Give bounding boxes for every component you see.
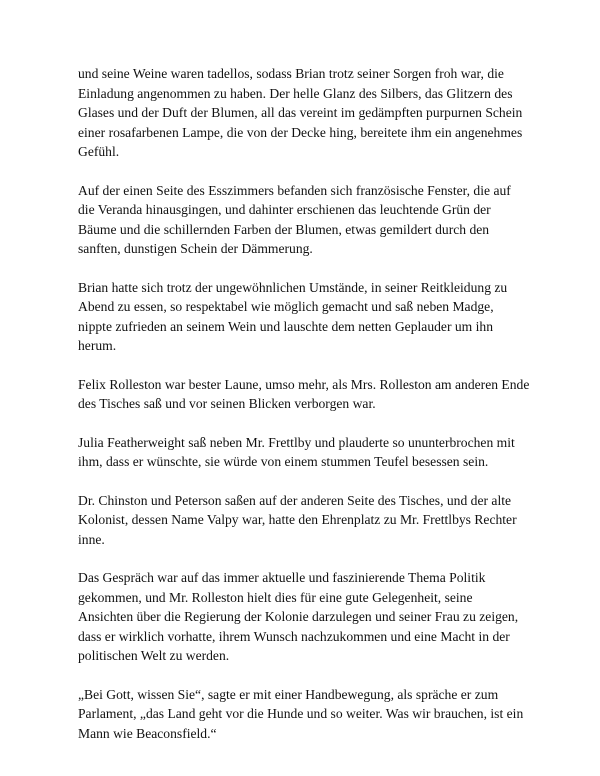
paragraph: Auf der einen Seite des Esszimmers befanden sich französische Fenster, die auf die Veranda hinausgingen, und dahinter erschienen das leuchtende Grün der Bäume und die schillernden Farben der Blumen, etwas gemildert durch den sanften, dunstigen Schein der Dämmerung. bbox=[78, 182, 511, 256]
paragraph: „Bei Gott, wissen Sie“, sagte er mit einer Handbewegung, als spräche er zum Parlament, „das Land geht vor die Hunde und so weiter. Was wir brauchen, ist ein Mann wie Beaconsfield.“ bbox=[78, 686, 524, 741]
paragraph: Brian hatte sich trotz der ungewöhnlichen Umstände, in seiner Reitkleidung zu Abend zu essen, so respektabel wie möglich gemacht und saß neben Madge, nippte zufrieden an seinem Wein und lauschte dem netten Geplauder um ihn herum. bbox=[78, 279, 508, 353]
paragraph: Das Gespräch war auf das immer aktuelle und faszinierende Thema Politik gekommen, und Mr. Rolleston hielt dies für eine gute Gelegenheit, seine Ansichten über die Regierung der Kolonie darzulegen und seiner Frau zu zeigen, dass er wirklich vorhatte, ihrem Wunsch nachzukommen und eine Macht in der politischen Welt zu werden. bbox=[78, 570, 519, 663]
paragraph: Julia Featherweight saß neben Mr. Frettlby und plauderte so ununterbrochen mit ihm, dass er wünschte, sie würde von einem stummen Teufel besessen sein. bbox=[78, 434, 515, 469]
document-page bbox=[78, 64, 530, 762]
paragraph: Dr. Chinston und Peterson saßen auf der anderen Seite des Tisches, und der alte Kolonist, dessen Name Valpy war, hatte den Ehrenplatz zu Mr. Frettlbys Rechter inne. bbox=[78, 492, 517, 547]
paragraph: und seine Weine waren tadellos, sodass Brian trotz seiner Sorgen froh war, die Einladung angenommen zu haben. Der helle Glanz des Silbers, das Glitzern des Glases und der Duft der Blumen, all das vereint im gedämpften purpurnen Schein einer rosafarbenen Lampe, die von der Decke hing, bereitete ihm ein angenehmes Gefühl. bbox=[78, 66, 523, 159]
paragraph: Felix Rolleston war bester Laune, umso mehr, als Mrs. Rolleston am anderen Ende des Tisches saß und vor seinen Blicken verborgen war. bbox=[78, 376, 530, 411]
